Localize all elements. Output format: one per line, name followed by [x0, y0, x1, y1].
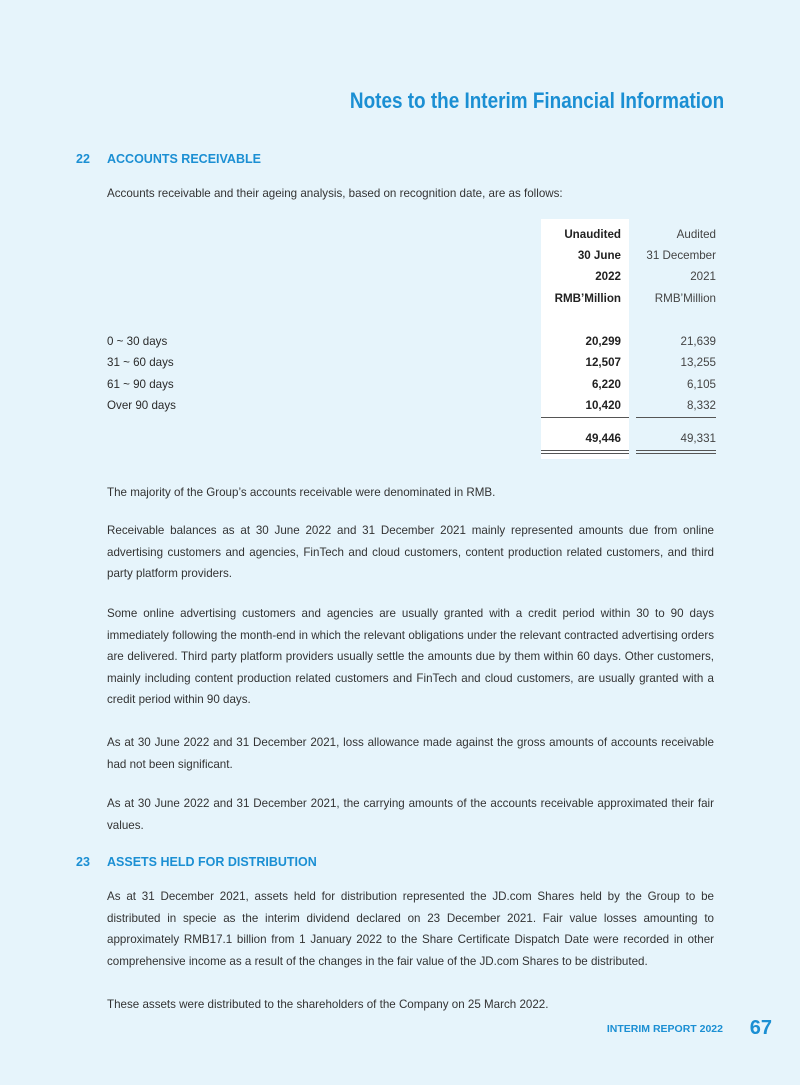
row-label-61-90: 61 ~ 90 days	[107, 378, 174, 391]
section-22-paragraph: The majority of the Group’s accounts receivable were denominated in RMB.	[107, 486, 496, 499]
page-title: Notes to the Interim Financial Information	[349, 88, 724, 113]
col2-header-line3: 2021	[690, 270, 716, 283]
row-value-2021-over-90: 8,332	[686, 399, 716, 412]
section-23-paragraph: These assets were distributed to the shareholders of the Company on 25 March 2022.	[107, 998, 549, 1011]
col1-header-line1: Unaudited	[564, 228, 621, 241]
row-value-2022-0-30: 20,299	[585, 335, 621, 348]
row-value-2021-61-90: 6,105	[686, 378, 716, 391]
total-double-rule-2022-top	[541, 450, 629, 451]
total-value-2021: 49,331	[680, 432, 716, 445]
section-22-intro: Accounts receivable and their ageing analysis, based on recognition date, are as follows:	[107, 187, 563, 200]
section-22-paragraph: As at 30 June 2022 and 31 December 2021, the carrying amounts of the accounts receivable approximated their fair values.	[107, 797, 714, 832]
col2-header-line2: 31 December	[646, 249, 716, 262]
row-label-31-60: 31 ~ 60 days	[107, 356, 174, 369]
row-label-0-30: 0 ~ 30 days	[107, 335, 168, 348]
section-23-title: ASSETS HELD FOR DISTRIBUTION	[107, 855, 317, 869]
total-double-rule-2021-bottom	[636, 453, 716, 454]
col1-header-line3: 2022	[595, 270, 621, 283]
section-22-paragraph: Receivable balances as at 30 June 2022 and 31 December 2021 mainly represented amounts due from online advertising customers and agencies, FinTech and cloud customers, content production related customers, and third party platform providers.	[107, 524, 714, 580]
section-22-paragraph: Some online advertising customers and agencies are usually granted with a credit period within 30 to 90 days immediately following the month-end in which the relevant obligations under the relevant contracted advertising orders are delivered. Third party platform providers usually settle the amounts due by them within 60 days. Other customers, mainly including content production related customers and FinTech and cloud customers, are usually granted with a credit period within 90 days.	[107, 607, 714, 706]
col1-header-line4: RMB’Million	[554, 292, 621, 305]
row-value-2022-61-90: 6,220	[591, 378, 621, 391]
total-value-2022: 49,446	[585, 432, 621, 445]
section-22-number: 22	[76, 152, 90, 166]
section-23-heading	[76, 855, 317, 869]
section-23-paragraph: As at 31 December 2021, assets held for distribution represented the JD.com Shares held by the Group to be distributed in specie as the interim dividend declared on 23 December 2021. Fair value losses amounting to approximately RMB17.1 billion from 1 January 2022 to the Share Certificate Dispatch Date were recorded in other comprehensive income as a result of the changes in the fair value of the JD.com Shares to be distributed.	[107, 890, 714, 968]
page-number: 67	[749, 1017, 772, 1039]
row-value-2022-31-60: 12,507	[585, 356, 621, 369]
total-double-rule-2021-top	[636, 450, 716, 451]
col1-header-line2: 30 June	[577, 249, 621, 262]
section-23-number: 23	[76, 855, 90, 869]
section-22-paragraph: As at 30 June 2022 and 31 December 2021, loss allowance made against the gross amounts of accounts receivable had not been significant.	[107, 736, 714, 771]
section-22-title: ACCOUNTS RECEIVABLE	[107, 152, 261, 166]
row-label-over-90: Over 90 days	[107, 399, 176, 412]
row-value-2021-31-60: 13,255	[680, 356, 716, 369]
row-value-2021-0-30: 21,639	[680, 335, 716, 348]
total-double-rule-2022-bottom	[541, 453, 629, 454]
col2-header-line4: RMB’Million	[654, 292, 716, 305]
footer-report-name: INTERIM REPORT 2022	[606, 1023, 723, 1035]
section-22-heading	[76, 152, 261, 166]
row-value-2022-over-90: 10,420	[585, 399, 621, 412]
subtotal-rule-2021	[636, 417, 716, 418]
subtotal-rule-2022	[541, 417, 629, 418]
col2-header-line1: Audited	[676, 228, 716, 241]
